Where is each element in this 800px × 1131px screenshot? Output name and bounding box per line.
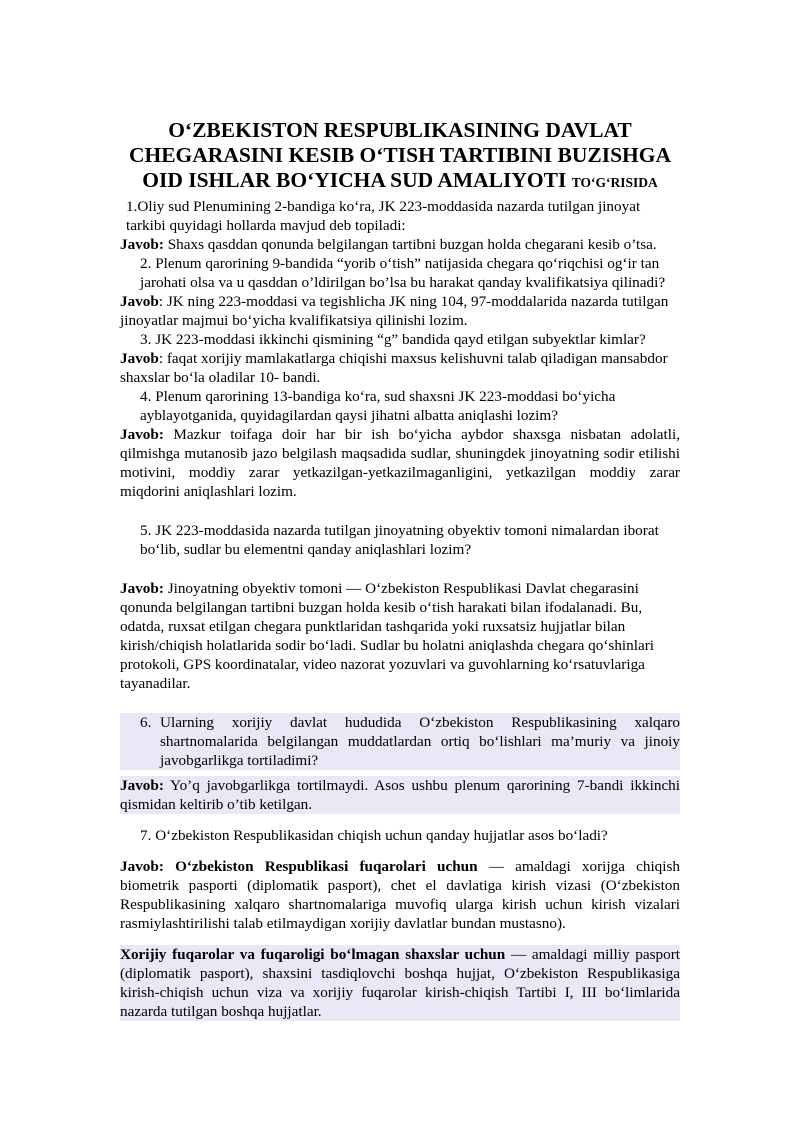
- title-line-3-small: TO‘G‘RISIDA: [571, 175, 658, 190]
- answer-label: Javob:: [120, 858, 164, 875]
- title-line-3: [114, 168, 686, 195]
- question-2: [120, 254, 680, 292]
- spacer: [120, 933, 680, 945]
- answer-label: Javob:: [120, 580, 164, 597]
- answer-3: [120, 349, 680, 387]
- answer-7-lead: O‘zbekiston Respublikasi fuqarolari uchun: [163, 858, 478, 875]
- spacer: [120, 559, 680, 579]
- question-6-number: 6.: [140, 714, 152, 731]
- spacer: [120, 814, 680, 826]
- question-7: [120, 826, 680, 845]
- answer-label: Javob: [120, 350, 159, 367]
- question-4: [120, 387, 680, 425]
- title-line-2: CHEGARASINI KESIB O‘TISH TARTIBINI BUZISHGA: [128, 143, 672, 167]
- spacer: [120, 845, 680, 857]
- answer-1-text: Shaxs qasddan qonunda belgilangan tartibni buzgan holda chegarani kesib o’tsa.: [163, 236, 657, 253]
- answer-7: [120, 857, 680, 933]
- question-3: [120, 330, 680, 349]
- answer-1: [120, 235, 680, 254]
- question-5-text: 5. JK 223-moddasida nazarda tutilgan jinoyatning obyektiv tomoni nimalardan iborat bo‘lib, sudlar bu elementni qanday aniqlashlari lozim?: [140, 522, 659, 558]
- question-1: [120, 197, 680, 235]
- title-line-1: O‘ZBEKISTON RESPUBLIKASINING DAVLAT: [168, 118, 632, 142]
- question-4-text: 4. Plenum qarorining 13-bandiga ko‘ra, sud shaxsni JK 223-moddasi bo‘yicha ayblayotganida, quyidagilardan qaysi jihatni albatta aniqlashi lozim?: [140, 388, 616, 424]
- question-7-text: 7. O‘zbekiston Respublikasidan chiqish uchun qanday hujjatlar asos bo‘ladi?: [140, 827, 608, 844]
- spacer: [120, 693, 680, 713]
- answer-2: [120, 292, 680, 330]
- answer-7-text: — amaldagi xorijga chiqish biometrik pasporti (diplomatik pasport), chet el davlatiga kirish vizasi (O‘zbekiston Respublikasining xalqaro shartnomalariga muvofiq ularga kirish uchun kirish vizalari rasmiylashtirilishi talab etilmaydigan xorijiy davlatlar bundan mustasno).: [120, 858, 680, 932]
- question-3-text: 3. JK 223-moddasi ikkinchi qismining “g” bandida qayd etilgan subyektlar kimlar?: [140, 331, 646, 348]
- question-6: [120, 713, 680, 770]
- question-1-text: 1.Oliy sud Plenumining 2-bandiga ko‘ra, JK 223-moddasida nazarda tutilgan jinoyat tarkibi quyidagi hollarda mavjud deb topiladi:: [126, 198, 641, 234]
- answer-4-text: Mazkur toifaga doir har bir ish bo‘yicha aybdor shaxsga nisbatan adolatli, qilmishga mutanosib jazo belgilash maqsadida sudlar, shuningdek jinoyatning sodir etilishi motivini, moddiy zarar yetkazilgan-yetkazilmaganligini, yetkazilgan moddiy zarar miqdorini aniqlashlari lozim.: [120, 426, 680, 500]
- answer-3-text: : faqat xorijiy mamlakatlarga chiqishi maxsus kelishuvni talab qiladigan mansabdor shaxslar bo‘la oladilar 10- bandi.: [120, 350, 668, 386]
- answer-7-foreign: [120, 945, 680, 1021]
- question-2-text: 2. Plenum qarorining 9-bandida “yorib o‘tish” natijasida chegara qo‘riqchisi og‘ir tan jarohati olsa va u qasddan o’ldirilgan bo’lsa bu harakat qanday kvalifikatsiya qilinadi?: [140, 255, 666, 291]
- answer-5: [120, 579, 680, 693]
- title-line-3-main: OID ISHLAR BO‘YICHA SUD AMALIYOTI: [142, 168, 572, 192]
- answer-6-text: Yo’q javobgarlikga tortilmaydi. Asos ushbu plenum qarorining 7-bandi ikkinchi qismidan keltirib o’tib ketilgan.: [120, 777, 680, 813]
- document-title: [114, 118, 686, 195]
- answer-6: [120, 776, 680, 814]
- answer-7-foreign-lead: Xorijiy fuqarolar va fuqaroligi bo‘lmagan shaxslar uchun: [120, 946, 506, 963]
- question-5: [120, 521, 680, 559]
- answer-label: Javob:: [120, 777, 164, 794]
- answer-4: [120, 425, 680, 501]
- spacer: [120, 501, 680, 521]
- answer-label: Javob:: [120, 426, 164, 443]
- question-6-text: Ularning xorijiy davlat hududida O‘zbekiston Respublikasining xalqaro shartnomalarida belgilangan muddatlardan ortiq bo‘lishlari ma’muriy va jinoiy javobgarlikga tortiladimi?: [160, 714, 680, 769]
- answer-label: Javob: [120, 293, 159, 310]
- answer-5-text: Jinoyatning obyektiv tomoni — O‘zbekiston Respublikasi Davlat chegarasini qonunda belgilangan tartibni buzgan holda kesib o‘tish harakati bilan ifodalanadi. Bu, odatda, ruxsat etilgan chegara punktlaridan tashqarida yoki ruxsatsiz hujjatlar bilan kirish/chiqish holatlarida sodir bo‘ladi. Sudlar bu holatni aniqlashda chegara qo‘shinlari protokoli, GPS koordinatalar, video nazorat yozuvlari va guvohlarning ko‘rsatuvlariga tayanadilar.: [120, 580, 654, 692]
- document-page: [120, 118, 680, 1021]
- answer-2-text: : JK ning 223-moddasi va tegishlicha JK ning 104, 97-moddalarida nazarda tutilgan jinoyatlar majmui bo‘yicha kvalifikatsiya qilinishi lozim.: [120, 293, 669, 329]
- answer-7-foreign-text: — amaldagi milliy pasport (diplomatik pasport), shaxsini tasdiqlovchi boshqa hujjat, O‘zbekiston Respublikasiga kirish-chiqish uchun viza va xorijiy fuqarolar kirish-chiqish Tartibi I, III bo‘limlarida nazarda tutilgan boshqa hujjatlar.: [120, 946, 680, 1020]
- answer-label: Javob:: [120, 236, 164, 253]
